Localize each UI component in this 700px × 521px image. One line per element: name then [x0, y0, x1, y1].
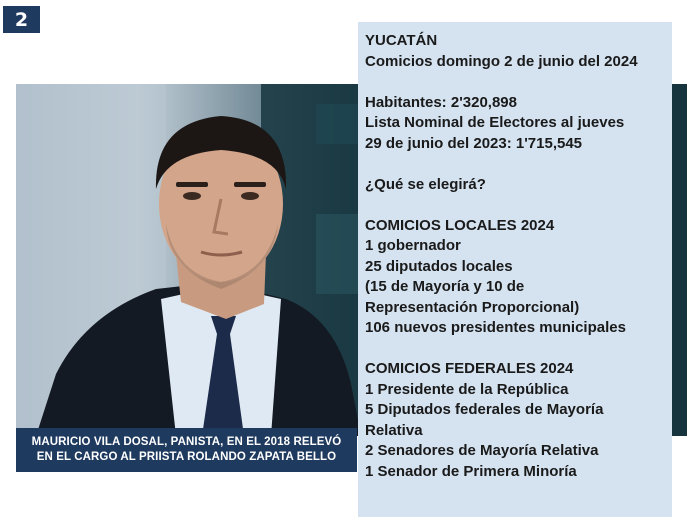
caption-line-2: EN EL CARGO AL PRIISTA ROLANDO ZAPATA BELLO	[36, 451, 337, 463]
local-item: (15 de Mayoría y 10 de	[365, 278, 525, 295]
federal-item: 5 Diputados federales de Mayoría	[365, 401, 604, 418]
question: ¿Qué se elegirá?	[365, 175, 486, 193]
local-item: 25 diputados locales	[365, 257, 513, 275]
voter-list-line-1: Lista Nominal de Electores al jueves	[365, 114, 625, 131]
local-item: 106 nuevos presidentes municipales	[365, 319, 626, 336]
federal-item: Relativa	[365, 421, 423, 439]
election-date: Comicios domingo 2 de junio del 2024	[365, 52, 638, 70]
slide-number-badge: 2	[3, 6, 40, 33]
voter-list-line-2: 29 de junio del 2023: 1'715,545	[365, 134, 583, 152]
caption-line-1: MAURICIO VILA DOSAL, PANISTA, EN EL 2018 RELEVÓ	[31, 436, 342, 448]
federal-item: 1 Presidente de la República	[365, 380, 569, 398]
federal-item: 1 Senador de Primera Minoría	[365, 462, 577, 480]
federal-heading: COMICIOS FEDERALES 2024	[365, 360, 574, 377]
election-info-panel	[358, 22, 672, 517]
population: Habitantes: 2'320,898	[365, 93, 517, 111]
local-item: Representación Proporcional)	[365, 298, 580, 316]
local-heading: COMICIOS LOCALES 2024	[365, 216, 555, 234]
state-title: YUCATÁN	[365, 32, 438, 49]
photo-caption	[16, 428, 357, 472]
local-item: 1 gobernador	[365, 237, 461, 254]
federal-item: 2 Senadores de Mayoría Relativa	[365, 442, 599, 459]
